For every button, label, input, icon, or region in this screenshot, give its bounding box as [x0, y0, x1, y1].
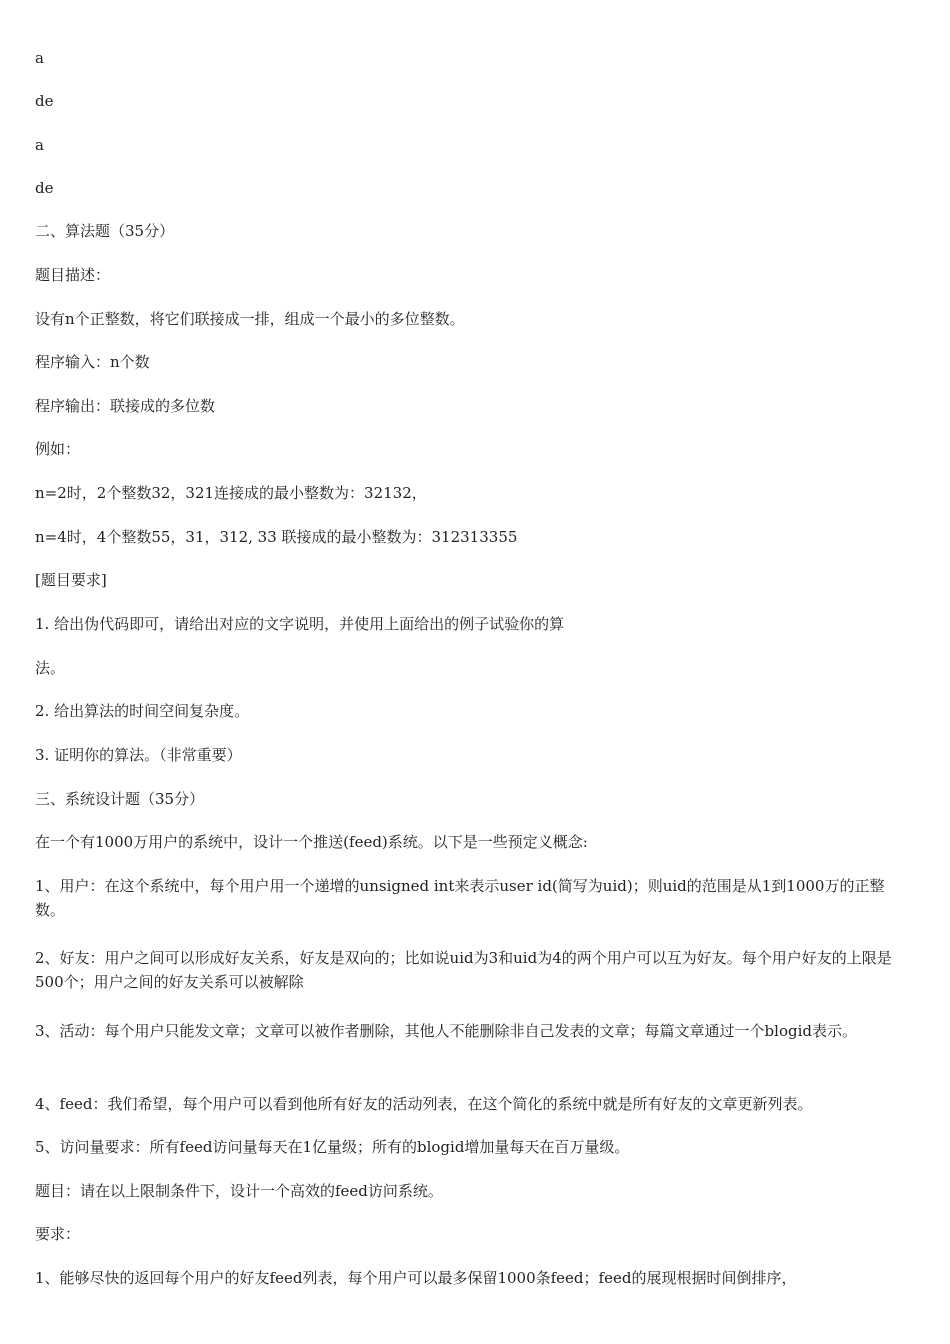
paragraph: n=4时，4个整数55，31，312, 33 联接成的最小整数为：312313355: [35, 528, 518, 546]
paragraph: [题目要求]: [35, 571, 107, 589]
paragraph: 程序输入：n个数: [35, 353, 150, 371]
section-heading: 三、系统设计题（35分）: [35, 790, 205, 808]
list-item: 1、用户：在这个系统中，每个用户用一个递增的unsigned int来表示user id(简写为uid)；则uid的范围是从1到1000万的正整数。: [35, 877, 885, 919]
paragraph: 要求：: [35, 1225, 81, 1243]
list-item: 3、活动：每个用户只能发文章；文章可以被作者删除，其他人不能删除非自己发表的文章；每篇文章通过一个blogid表示。: [35, 1022, 857, 1040]
section-heading: 二、算法题（35分）: [35, 222, 175, 240]
list-item: 3. 证明你的算法。（非常重要）: [35, 746, 242, 764]
list-item: 2. 给出算法的时间空间复杂度。: [35, 702, 250, 720]
list-item: 1、能够尽快的返回每个用户的好友feed列表，每个用户可以最多保留1000条feed；feed的展现根据时间倒排序，: [35, 1269, 797, 1287]
paragraph: a: [35, 49, 44, 67]
list-item: 2、好友：用户之间可以形成好友关系，好友是双向的；比如说uid为3和uid为4的两个用户可以互为好友。每个用户好友的上限是500个；用户之间的好友关系可以被解除: [35, 949, 892, 991]
paragraph: 设有n个正整数，将它们联接成一排，组成一个最小的多位整数。: [35, 310, 465, 328]
paragraph: 题目描述：: [35, 266, 111, 284]
paragraph: 程序输出：联接成的多位数: [35, 397, 216, 415]
paragraph: n=2时，2个整数32，321连接成的最小整数为：32132，: [35, 484, 427, 502]
list-item: 1. 给出伪代码即可，请给出对应的文字说明，并使用上面给出的例子试验你的算: [35, 615, 565, 633]
paragraph: 例如：: [35, 440, 81, 458]
paragraph: de: [35, 92, 54, 110]
list-item: 4、feed：我们希望，每个用户可以看到他所有好友的活动列表，在这个简化的系统中就是所有好友的文章更新列表。: [35, 1095, 813, 1113]
list-item: 5、访问量要求：所有feed访问量每天在1亿量级；所有的blogid增加量每天在百万量级。: [35, 1138, 630, 1156]
paragraph: 题目：请在以上限制条件下，设计一个高效的feed访问系统。: [35, 1182, 443, 1200]
paragraph: 在一个有1000万用户的系统中，设计一个推送(feed)系统。以下是一些预定义概念:: [35, 833, 588, 851]
paragraph: de: [35, 179, 54, 197]
paragraph: a: [35, 136, 44, 154]
paragraph: 法。: [35, 659, 66, 677]
